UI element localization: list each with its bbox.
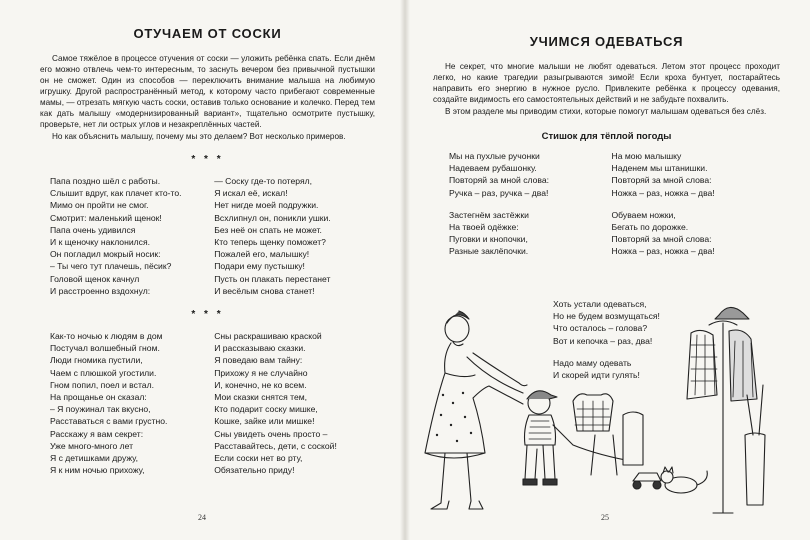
poem-line: Но не будем возмущаться! xyxy=(553,311,660,322)
poem-line: Ручка – раз, ручка – два! xyxy=(449,187,549,198)
poem-line: Вот и кепочка – раз, два! xyxy=(553,335,653,346)
stanza-gap xyxy=(612,199,775,209)
poem-line: Повторяй за мной слова: xyxy=(611,175,712,186)
poem-line: Бегать по дорожке. xyxy=(611,222,689,233)
poem-puppy xyxy=(40,175,375,297)
poem-line: Наденем мы штанишки. xyxy=(611,163,708,174)
poem-line: И рассказываю сказки. xyxy=(214,343,306,354)
poem-line: Кто теперь щенку поможет? xyxy=(214,237,326,248)
stars-separator: * * * xyxy=(191,154,224,165)
poem-line: Уже много-много лет xyxy=(50,440,134,451)
poem-line: Расставаться с вами грустно. xyxy=(50,416,168,427)
poem-line: Слышит вдруг, как плачет кто-то. xyxy=(50,188,182,199)
poem-line: И расстроенно вздохнул: xyxy=(50,285,151,296)
left-page-title: ОТУЧАЕМ ОТ СОСКИ xyxy=(133,26,282,41)
poem-line: На мою малышку xyxy=(611,151,682,161)
stars-separator: * * * xyxy=(191,309,224,321)
poem-dressing xyxy=(433,150,780,258)
poem-dressing-col2 xyxy=(612,150,775,258)
poem-line: Я с детишками дружу, xyxy=(50,453,139,464)
poem-line: Как-то ночью к людям в дом xyxy=(50,331,163,342)
poem-title: Стишок для тёплой погоды xyxy=(541,131,672,142)
poem-line: Разные заклёпочки. xyxy=(449,246,529,257)
poem-line: Расскажу я вам секрет: xyxy=(50,428,144,439)
right-page-title: УЧИМСЯ ОДЕВАТЬСЯ xyxy=(529,34,684,49)
poem-line: Повторяй за мной слова: xyxy=(611,234,712,245)
poem-line: Я поведаю вам тайну: xyxy=(214,355,303,366)
left-intro-paragraph-2: Но как объяснить малышу, почему мы это делаем? Вот несколько примеров. xyxy=(52,132,346,141)
poem-line: На прощанье он сказал: xyxy=(50,392,147,403)
poem-line: Если соски нет во рту, xyxy=(214,453,303,464)
poem-line: Застегнём застёжки xyxy=(449,209,529,220)
poem-gnome-col1 xyxy=(40,330,211,476)
poem-line: Ножка – раз, ножка – два! xyxy=(611,246,715,257)
poem-line: Папа поздно шёл с работы. xyxy=(50,176,161,186)
poem-line: Обязательно приду! xyxy=(214,465,295,476)
poem-line: Люди гномика пустили, xyxy=(50,355,143,366)
poem-line: – Ты чего тут плачешь, пёсик? xyxy=(50,261,172,272)
poem-line: Я к ним ночью прихожу, xyxy=(50,465,145,476)
poem-line: Гном попил, поел и встал. xyxy=(50,379,154,390)
poem-line: Он погладил мокрый носик: xyxy=(50,249,161,260)
poem-line: Повторяй за мной слова: xyxy=(449,175,550,186)
poem-puppy-col2 xyxy=(214,175,375,297)
poem-line: И к щеночку наклонился. xyxy=(50,237,150,248)
poem-line: Ножка – раз, ножка – два! xyxy=(611,187,715,198)
poem-line: Головой щенок качнул xyxy=(50,273,140,284)
poem-line: И весёлым снова станет! xyxy=(214,285,315,296)
poem-line: Пожалей его, малышку! xyxy=(214,249,310,260)
stanza-gap xyxy=(449,199,612,209)
right-intro-paragraph-2: В этом разделе мы приводим стихи, которые помогут малышам одеваться без слёз. xyxy=(445,107,767,116)
poem-dressing-bottom xyxy=(553,298,733,381)
poem-line: Надо маму одевать xyxy=(553,357,632,368)
poem-line: Что осталось – голова? xyxy=(553,323,648,334)
poem-line: Подари ему пустышку! xyxy=(214,261,305,272)
poem-line: Пуговки и кнопочки, xyxy=(449,234,528,245)
poem-line: Сны увидеть очень просто – xyxy=(214,428,328,439)
poem-line: Хоть устали одеваться, xyxy=(553,299,647,309)
poem-line: Мимо он пройти не смог. xyxy=(50,200,149,211)
poem-line: Пусть он плакать перестанет xyxy=(214,273,331,284)
poem-line: И, конечно, не ко всем. xyxy=(214,379,307,390)
page-number-right: 25 xyxy=(601,513,609,522)
poem-dressing-col1 xyxy=(449,150,612,258)
poem-line: – Я поужинал так вкусно, xyxy=(50,404,151,415)
stanza-gap xyxy=(553,347,733,357)
poem-line: Я искал её, искал! xyxy=(214,188,288,199)
poem-line: — Соску где-то потерял, xyxy=(214,176,313,186)
poem-line: Постучал волшебный гном. xyxy=(50,343,160,354)
poem-line: Расставайтесь, дети, с соской! xyxy=(214,440,337,451)
poem-line: Без неё он спать не может. xyxy=(214,224,322,235)
left-intro-paragraph: Самое тяжёлое в процессе отучения от соски — уложить ребёнка спать. Если днём его можно отвлечь чем-то интересным, то заснуть вечером без привычной пустышки он не сможет. Один из способов — переключить внимание малыша на любимую игрушку. Другой распространённый метод, к которому часто прибегают современные мамы, — отрезать мягкую часть соски, оставив только основание и колечко. Перед тем как дать малышу «модернизированный вариант», тщательно осмотрите пустышку, проверьте, нет ли острых углов и незакреплённых частей. xyxy=(40,54,375,129)
poem-line: Кошке, зайке или мишке! xyxy=(214,416,315,427)
poem-puppy-col1 xyxy=(40,175,211,297)
poem-line: Кто подарит соску мишке, xyxy=(214,404,318,415)
poem-line: Мои сказки снятся тем, xyxy=(214,392,308,403)
poem-gnome xyxy=(40,330,375,476)
poem-line: Сны раскрашиваю краской xyxy=(214,331,322,342)
page-number-left: 24 xyxy=(198,513,206,522)
poem-line: Смотрит: маленький щенок! xyxy=(50,212,162,223)
poem-line: Обуваем ножки, xyxy=(611,209,676,220)
poem-line: Всхлипнул он, поникли ушки. xyxy=(214,212,331,223)
poem-line: Папа очень удивился xyxy=(50,224,136,235)
right-page xyxy=(405,0,810,540)
poem-gnome-col2 xyxy=(214,330,375,476)
poem-line: Мы на пухлые ручонки xyxy=(449,151,540,161)
right-intro-paragraph: Не секрет, что многие малыши не любят одеваться. Летом этот процесс проходит легко, но какие трагедии разыгрываются зимой! Если кроха бунтует, постарайтесь направить его энергию в нужное русло. Привлеките ребёнка к процессу одевания, создайте видимость его самостоятельных действий и не забудьте похвалить. xyxy=(433,62,780,104)
poem-line: На твоей одёжке: xyxy=(449,222,519,233)
poem-line: Нет нигде моей подружки. xyxy=(214,200,319,211)
poem-line: Чаем с плюшкой угостили. xyxy=(50,367,157,378)
poem-line: Надеваем рубашонку. xyxy=(449,163,537,174)
poem-line: И скорей идти гулять! xyxy=(553,370,640,381)
poem-line: Прихожу я не случайно xyxy=(214,367,308,378)
